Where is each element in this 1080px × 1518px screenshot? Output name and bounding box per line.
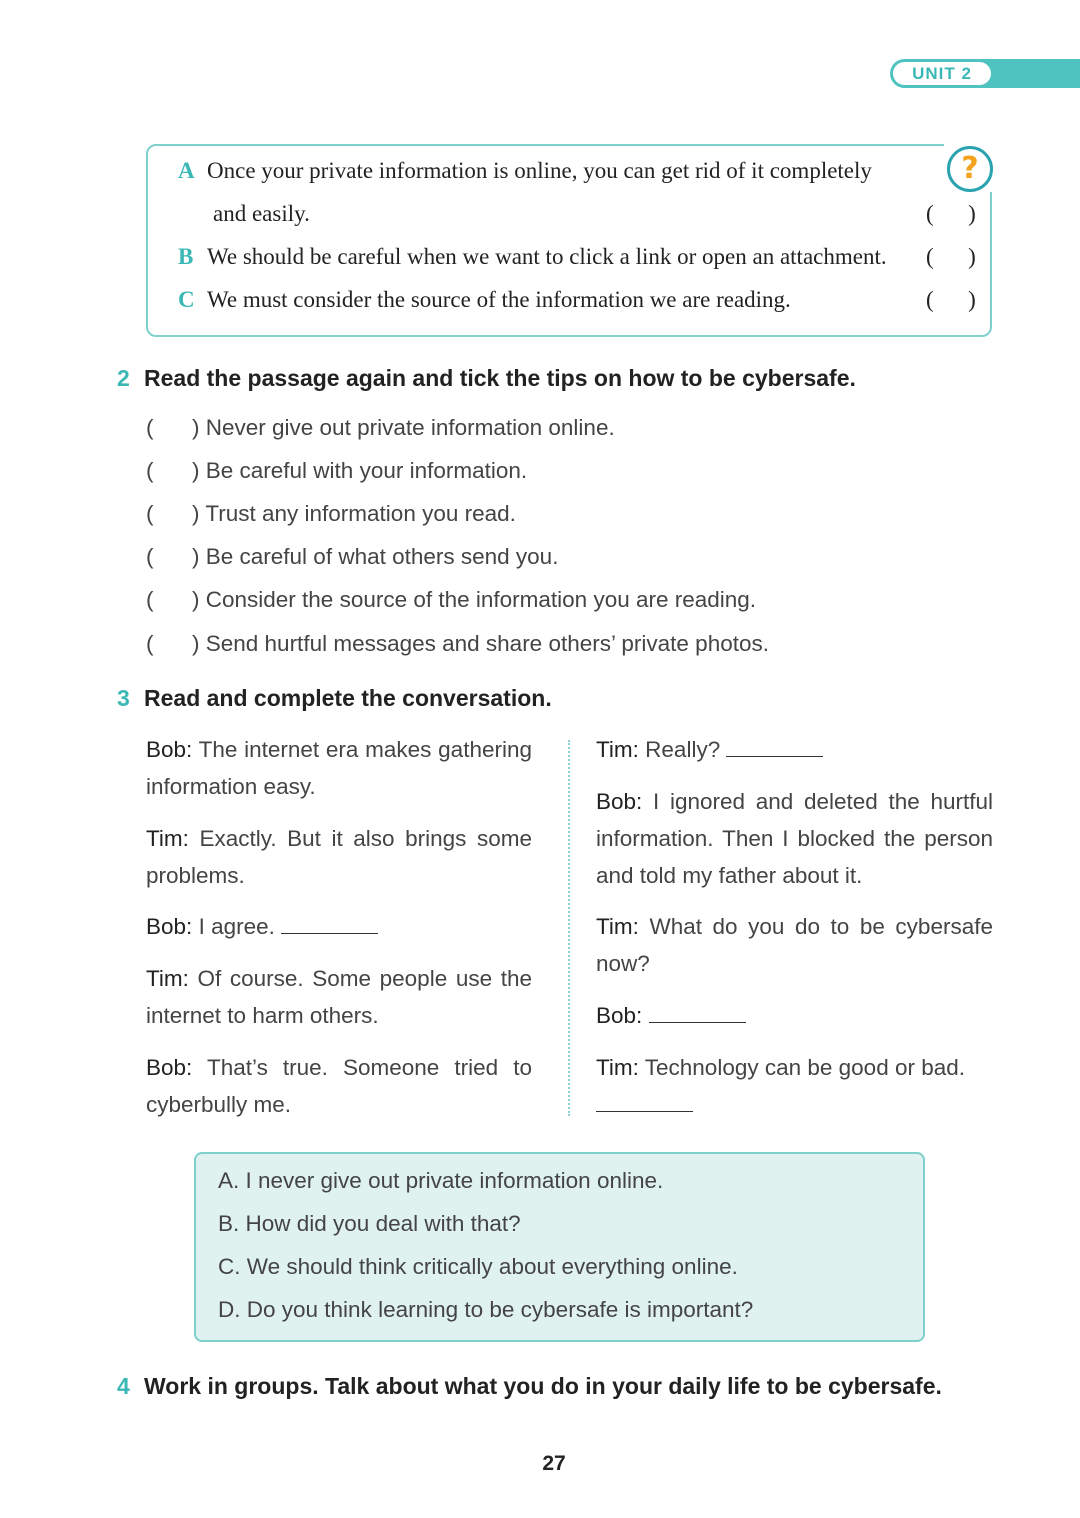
option-item: B. How did you deal with that? [218, 1211, 521, 1236]
dialogue-line: Bob: I agree. [146, 908, 532, 945]
answer-blank[interactable] [726, 737, 823, 757]
tip-item[interactable]: ( ) Trust any information you read. [146, 501, 516, 526]
tip-item[interactable]: ( ) Send hurtful messages and share others’ private photos. [146, 631, 769, 656]
dialogue-line: Bob: That’s true. Someone tried to cyberbully me. [146, 1055, 532, 1117]
column-divider [568, 740, 570, 1116]
statement-a: A Once your private information is online, you can get rid of it completely [178, 158, 872, 183]
dialogue-line: Tim: What do you do to be cybersafe now? [596, 914, 993, 976]
statement-a-line2: and easily. [213, 201, 310, 226]
section-4-heading: 4 Work in groups. Talk about what you do in your daily life to be cybersafe. [117, 1373, 942, 1399]
answer-paren-a[interactable]: ( ) [926, 201, 976, 226]
option-item: C. We should think critically about everything online. [218, 1254, 738, 1279]
question-mark-icon: ? [947, 146, 993, 192]
tip-item[interactable]: ( ) Never give out private information online. [146, 415, 615, 440]
statement-c: C We must consider the source of the information we are reading. [178, 287, 791, 312]
answer-blank[interactable] [281, 914, 378, 934]
answer-paren-b[interactable]: ( ) [926, 244, 976, 269]
tip-item[interactable]: ( ) Be careful with your information. [146, 458, 528, 483]
tip-item[interactable]: ( ) Be careful of what others send you. [146, 544, 559, 569]
section-3-heading: 3 Read and complete the conversation. [117, 685, 552, 711]
dialogue-line: Tim: Technology can be good or bad. [596, 1049, 993, 1123]
answer-blank[interactable] [596, 1092, 693, 1112]
dialogue-line: Tim: Of course. Some people use the internet to harm others. [146, 966, 532, 1028]
unit-label: UNIT 2 [893, 62, 991, 85]
page-number: 27 [542, 1452, 566, 1475]
dialogue-line: Bob: I ignored and deleted the hurtful information. Then I blocked the person and told my father about it. [596, 789, 993, 888]
answer-blank[interactable] [649, 1003, 746, 1023]
option-item: D. Do you think learning to be cybersafe is important? [218, 1297, 754, 1322]
section-2-heading: 2 Read the passage again and tick the tips on how to be cybersafe. [117, 365, 856, 391]
statement-b: B We should be careful when we want to click a link or open an attachment. [178, 244, 887, 269]
tip-item[interactable]: ( ) Consider the source of the information you are reading. [146, 587, 757, 612]
answer-paren-c[interactable]: ( ) [926, 287, 976, 312]
option-item: A. I never give out private information online. [218, 1168, 664, 1193]
dialogue-line: Tim: Really? [596, 731, 993, 768]
dialogue-line: Tim: Exactly. But it also brings some problems. [146, 826, 532, 888]
dialogue-line: Bob: [596, 997, 993, 1034]
dialogue-line: Bob: The internet era makes gathering information easy. [146, 737, 532, 799]
